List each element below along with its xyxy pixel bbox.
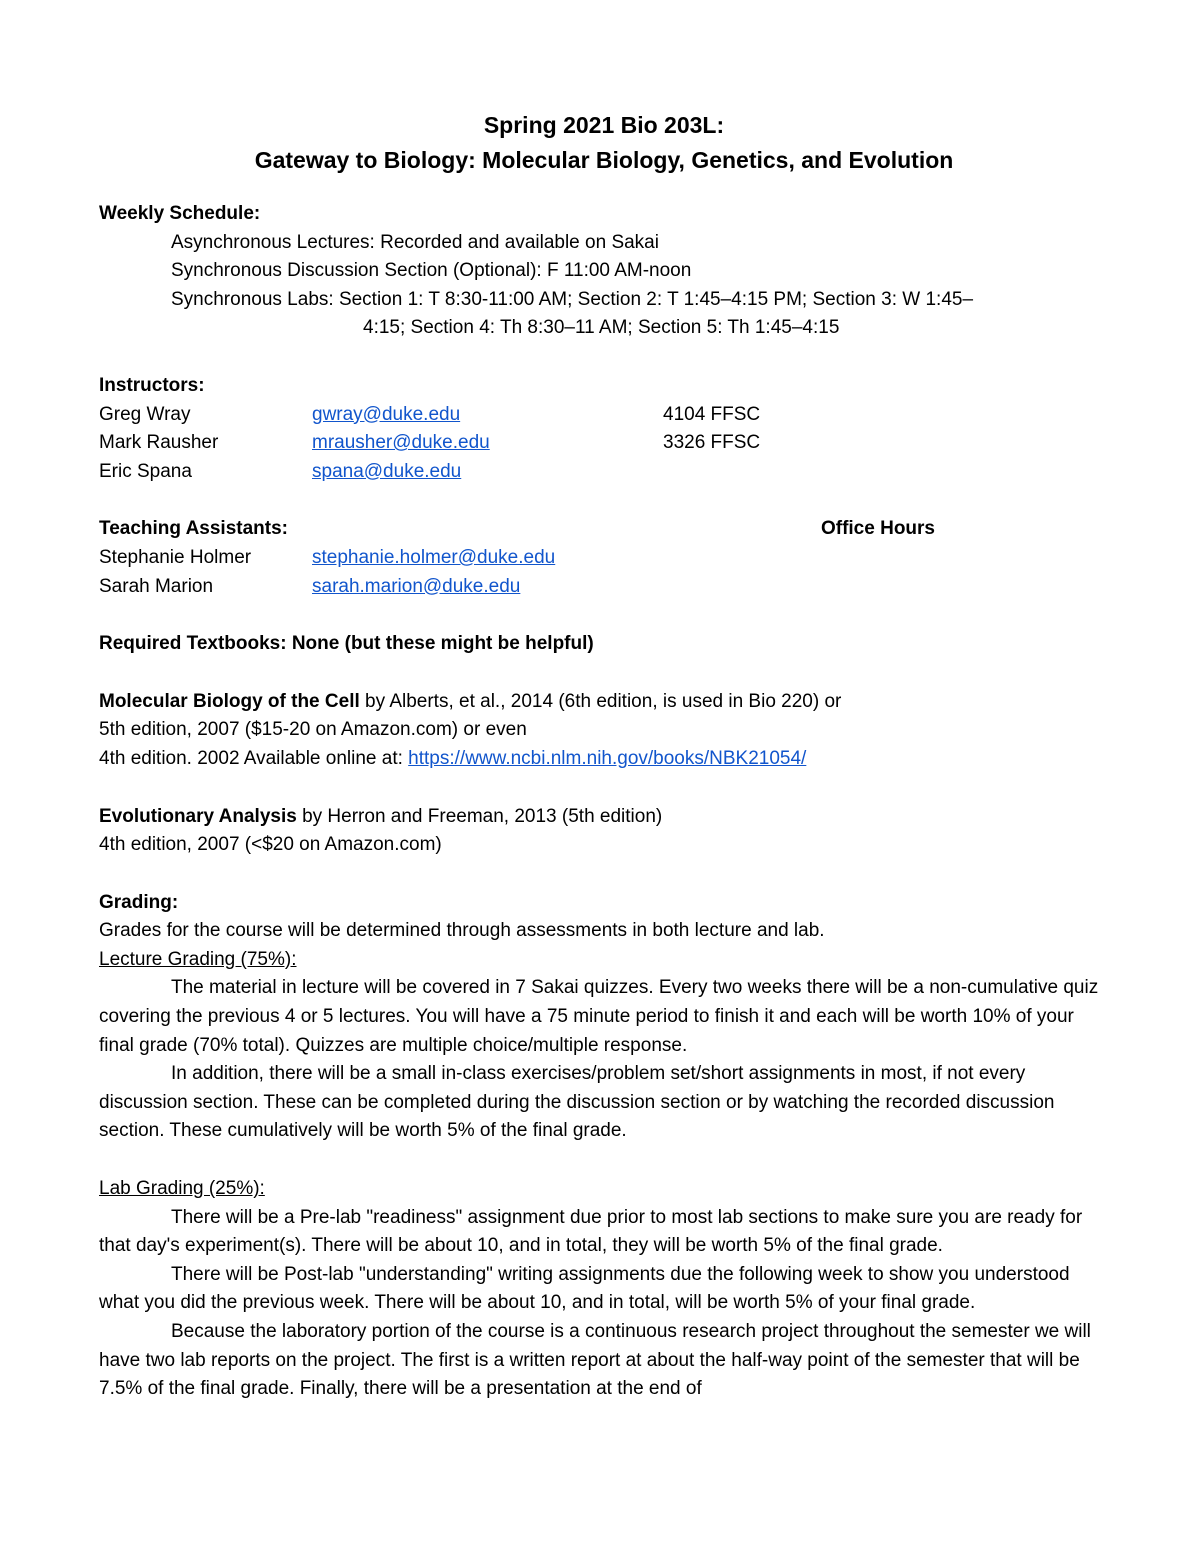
book2-title: Evolutionary Analysis [99,805,297,827]
instructor-office: 3326 FFSC [663,432,761,454]
lecture-grading-heading: Lecture Grading (75%): [99,948,297,970]
instructor-name: Eric Spana [99,460,192,482]
instructor-email-link[interactable]: gwray@duke.edu [312,403,461,425]
book1-line2: 5th edition, 2007 ($15-20 on Amazon.com) or even [99,719,527,741]
instructor-name: Greg Wray [99,403,191,425]
book2-line2: 4th edition, 2007 (<$20 on Amazon.com) [99,834,442,856]
grading-heading: Grading: [99,891,179,913]
ta-name: Sarah Marion [99,575,214,597]
book1-details: by Alberts, et al., 2014 (6th edition, is used in Bio 220) or [359,690,842,712]
instructor-email-link[interactable]: spana@duke.edu [312,460,462,482]
lab-grading-heading: Lab Grading (25%): [99,1178,265,1200]
book1-url-link[interactable]: https://www.ncbi.nlm.nih.gov/books/NBK21054/ [408,747,807,769]
book1-title: Molecular Biology of the Cell [99,690,360,712]
lecture-grading-paragraph-2: In addition, there will be a small in-class exercises/problem set/short assignments in most, if not every discussion section. These can be completed during the discussion section or by watching the recorded discussion section. These cumulatively will be worth 5% of the final grade. [99,1063,1055,1142]
book1-online-label: 4th edition. 2002 Available online at: [99,747,409,769]
schedule-labs-line1: Synchronous Labs: Section 1: T 8:30-11:00 AM; Section 2: T 1:45–4:15 PM; Section 3: W 1:45– [171,288,974,310]
instructor-name: Mark Rausher [99,432,219,454]
weekly-schedule-heading: Weekly Schedule: [99,203,261,224]
book1-line1 [99,688,1109,717]
book2-line1 [99,803,1109,832]
lecture-grading-paragraph-1: The material in lecture will be covered in 7 Sakai quizzes. Every two weeks there will be a non-cumulative quiz covering the previous 4 or 5 lectures. You will have a 75 minute period to finish it and each will be worth 10% of your final grade (70% total). Quizzes are multiple choice/multiple response. [99,977,1099,1056]
ta-email-link[interactable]: stephanie.holmer@duke.edu [312,546,556,568]
course-title-line2: Gateway to Biology: Molecular Biology, Genetics, and Evolution [254,147,954,173]
instructor-email-link[interactable]: mrausher@duke.edu [312,432,490,454]
schedule-labs-line2: 4:15; Section 4: Th 8:30–11 AM; Section 5: Th 1:45–4:15 [363,317,840,339]
schedule-discussion: Synchronous Discussion Section (Optional): F 11:00 AM-noon [171,260,692,282]
textbooks-heading: Required Textbooks: None (but these might be helpful) [99,633,594,655]
office-hours-heading: Office Hours [820,518,935,540]
lab-grading-paragraph-2: There will be Post-lab "understanding" writing assignments due the following week to show you understood what you did the previous week. There will be about 10, and in total, will be worth 5% of your final grade. [99,1263,1070,1314]
teaching-assistants-heading: Teaching Assistants: [99,518,288,540]
instructor-row [99,458,1109,487]
ta-row [99,573,1109,602]
syllabus-page [99,108,1109,1404]
ta-email-link[interactable]: sarah.marion@duke.edu [312,575,521,597]
instructor-row [99,429,1109,458]
book1-line3 [99,745,1109,774]
course-title-line1: Spring 2021 Bio 203L: [483,112,725,138]
instructors-heading: Instructors: [99,374,205,396]
book2-details: by Herron and Freeman, 2013 (5th edition) [296,805,663,827]
ta-header-row [99,515,935,544]
ta-row [99,544,1109,573]
lab-grading-paragraph-3: Because the laboratory portion of the course is a continuous research project throughout the semester we will have two lab reports on the project. The first is a written report at about the half-way point of the semester that will be 7.5% of the final grade. Finally, there will be a presentation at the end of [99,1321,1091,1400]
schedule-lectures: Asynchronous Lectures: Recorded and available on Sakai [171,231,659,253]
lab-grading-paragraph-1: There will be a Pre-lab "readiness" assignment due prior to most lab sections to make sure you are ready for that day's experiment(s). There will be about 10, and in total, they will be worth 5% of the final grade. [99,1206,1083,1257]
instructor-row [99,401,1109,430]
grading-intro: Grades for the course will be determined through assessments in both lecture and lab. [99,920,825,942]
instructor-office: 4104 FFSC [663,403,761,425]
ta-name: Stephanie Holmer [99,546,252,568]
